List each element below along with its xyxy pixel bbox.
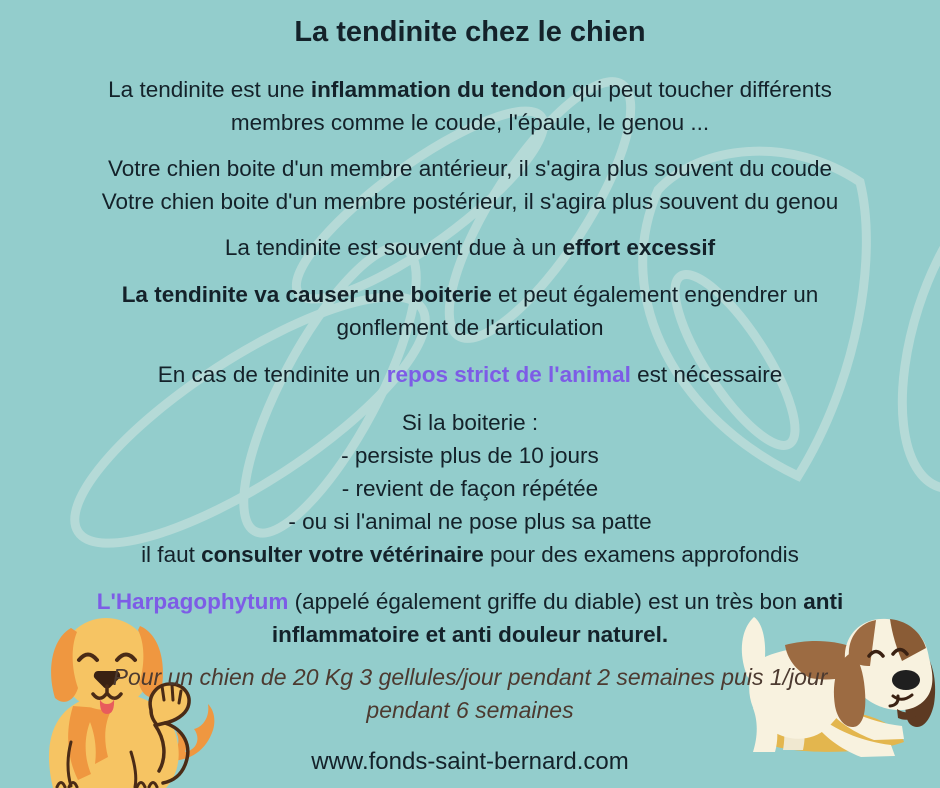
text-segment-bold: consulter votre vétérinaire	[201, 542, 484, 567]
paragraph-harpagophytum	[58, 585, 882, 651]
paragraph-limping	[0, 152, 940, 218]
text-segment: et peut également engendrer un gonflement de l'articulation	[336, 282, 819, 340]
paragraph-when-to-consult	[0, 406, 940, 571]
text-segment: (appelé également griffe du diable) est un très bon	[288, 589, 804, 614]
text-segment-purple: repos strict de l'animal	[386, 362, 631, 387]
paragraph-rest	[0, 358, 940, 391]
limping-line-posterior: Votre chien boite d'un membre postérieur, il s'agira plus souvent du genou	[101, 189, 839, 214]
list-item: - persiste plus de 10 jours	[341, 443, 599, 468]
text-segment-bold: effort excessif	[562, 235, 716, 260]
text-segment-bold: anti inflammatoire et anti douleur naturel.	[271, 589, 844, 647]
list-item: - revient de façon répétée	[341, 476, 599, 501]
text-segment-purple: L'Harpagophytum	[96, 589, 289, 614]
list-outro	[0, 538, 940, 571]
text-segment-bold: inflammation du tendon	[310, 77, 566, 102]
dosage-note: Pour un chien de 20 Kg 3 gellules/jour pendant 2 semaines puis 1/jour pendant 6 semaines	[112, 664, 828, 723]
website-url: www.fonds-saint-bernard.com	[311, 748, 629, 775]
list-intro: Si la boiterie :	[401, 410, 539, 435]
text-segment: pour des examens approfondis	[483, 542, 799, 567]
paragraph-cause	[0, 231, 940, 264]
text-segment: qui peut toucher différents membres comme le coude, l'épaule, le genou ...	[230, 77, 832, 135]
text-segment: En cas de tendinite un	[157, 362, 387, 387]
text-segment-bold: La tendinite va causer une boiterie	[121, 282, 492, 307]
limping-line-anterior: Votre chien boite d'un membre antérieur, il s'agira plus souvent du coude	[107, 156, 833, 181]
text-segment: La tendinite est souvent due à un	[224, 235, 563, 260]
text-segment: est nécessaire	[630, 362, 783, 387]
page-title: La tendinite chez le chien	[294, 16, 646, 48]
list-item: - ou si l'animal ne pose plus sa patte	[288, 509, 652, 534]
text-segment: il faut	[141, 542, 202, 567]
text-segment: La tendinite est une	[108, 77, 311, 102]
paragraph-consequence	[75, 278, 865, 344]
paragraph-definition	[64, 73, 876, 139]
